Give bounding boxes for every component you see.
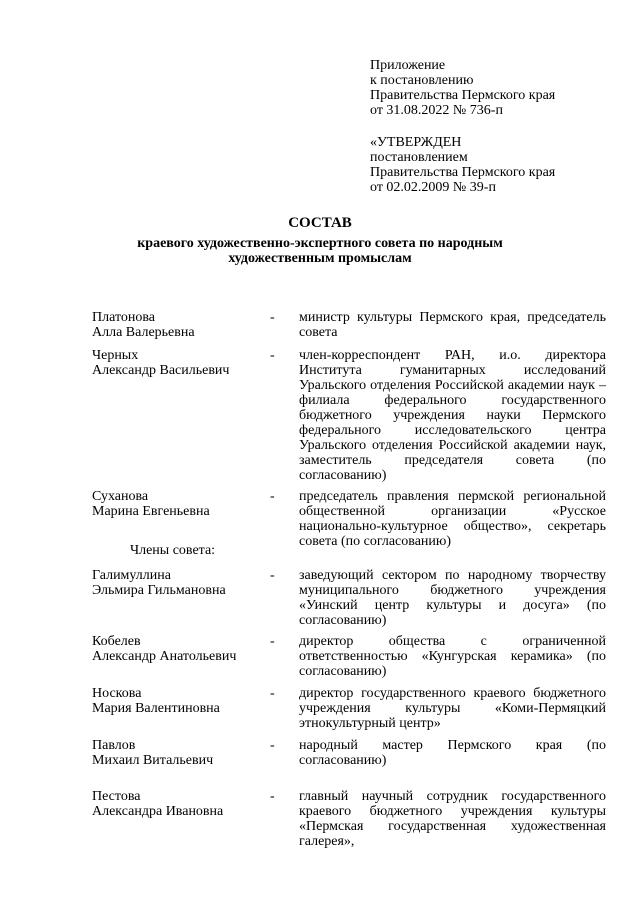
appendix-line: к постановлению <box>370 73 474 88</box>
member-description: заведующий сектором по народному творчеству муниципального бюджетного учреждения «Уинский центр культуры и досуга» (по согласованию) <box>299 568 606 628</box>
member-description: директор общества с ограниченной ответственностью «Кунгурская керамика» (по согласованию) <box>299 634 606 679</box>
member-description: председатель правления пермской региональной общественной организации «Русское национально-культурное общество», секретарь совета (по согласованию) <box>299 489 606 549</box>
member-dash: - <box>270 686 275 701</box>
member-dash: - <box>270 348 275 363</box>
member-name <box>92 789 272 819</box>
member-name <box>92 489 272 519</box>
member-surname: Платонова <box>92 310 156 325</box>
member-given-name: Мария Валентиновна <box>92 701 220 716</box>
member-given-name: Эльмира Гильмановна <box>92 583 226 598</box>
member-surname: Носкова <box>92 686 142 701</box>
member-name <box>92 348 272 378</box>
appendix-block <box>370 58 610 118</box>
appendix-line: Приложение <box>370 58 446 73</box>
subtitle-line: художественным промыслам <box>228 251 412 266</box>
member-dash: - <box>270 310 275 325</box>
document-title: СОСТАВ <box>288 215 352 231</box>
member-given-name: Алла Валерьевна <box>92 325 195 340</box>
member-description: главный научный сотрудник государственного краевого бюджетного учреждения культуры «Пермская государственная художественная галерея», <box>299 789 606 849</box>
member-dash: - <box>270 634 275 649</box>
member-given-name: Марина Евгеньевна <box>92 504 210 519</box>
member-surname: Суханова <box>92 489 149 504</box>
member-name <box>92 310 272 340</box>
member-description: министр культуры Пермского края, председатель совета <box>299 310 606 340</box>
member-surname: Пестова <box>92 789 141 804</box>
member-name <box>92 686 272 716</box>
approved-line: Правительства Пермского края <box>370 165 556 180</box>
member-name <box>92 738 272 768</box>
member-name <box>92 634 272 664</box>
approved-block <box>370 135 610 195</box>
member-dash: - <box>270 568 275 583</box>
member-surname: Павлов <box>92 738 136 753</box>
member-dash: - <box>270 489 275 504</box>
member-surname: Кобелев <box>92 634 141 649</box>
member-dash: - <box>270 738 275 753</box>
members-heading: Члены совета: <box>130 543 216 558</box>
member-given-name: Александр Анатольевич <box>92 649 237 664</box>
member-dash: - <box>270 789 275 804</box>
appendix-line: от 31.08.2022 № 736-п <box>370 103 503 118</box>
member-given-name: Александр Васильевич <box>92 363 230 378</box>
approved-line: от 02.02.2009 № 39-п <box>370 180 496 195</box>
member-description: народный мастер Пермского края (по согласованию) <box>299 738 606 768</box>
approved-line: «УТВЕРЖДЕН <box>370 135 462 150</box>
member-surname: Черных <box>92 348 139 363</box>
member-description: директор государственного краевого бюджетного учреждения культуры «Коми-Пермяцкий этнокультурный центр» <box>299 686 606 731</box>
member-given-name: Александра Ивановна <box>92 804 224 819</box>
member-description: член-корреспондент РАН, и.о. директора Института гуманитарных исследований Уральского отделения Российской академии наук – филиала федерального государственного бюджетного учреждения науки Пермского федерального исследовательского центра Уральского отделения Российской академии наук, заместитель председателя совета (по согласованию) <box>299 348 606 483</box>
subtitle-line: краевого художественно-экспертного совета по народным <box>137 236 503 251</box>
approved-line: постановлением <box>370 150 468 165</box>
member-surname: Галимуллина <box>92 568 171 583</box>
member-given-name: Михаил Витальевич <box>92 753 214 768</box>
document-subtitle <box>0 236 640 266</box>
appendix-line: Правительства Пермского края <box>370 88 556 103</box>
member-name <box>92 568 272 598</box>
